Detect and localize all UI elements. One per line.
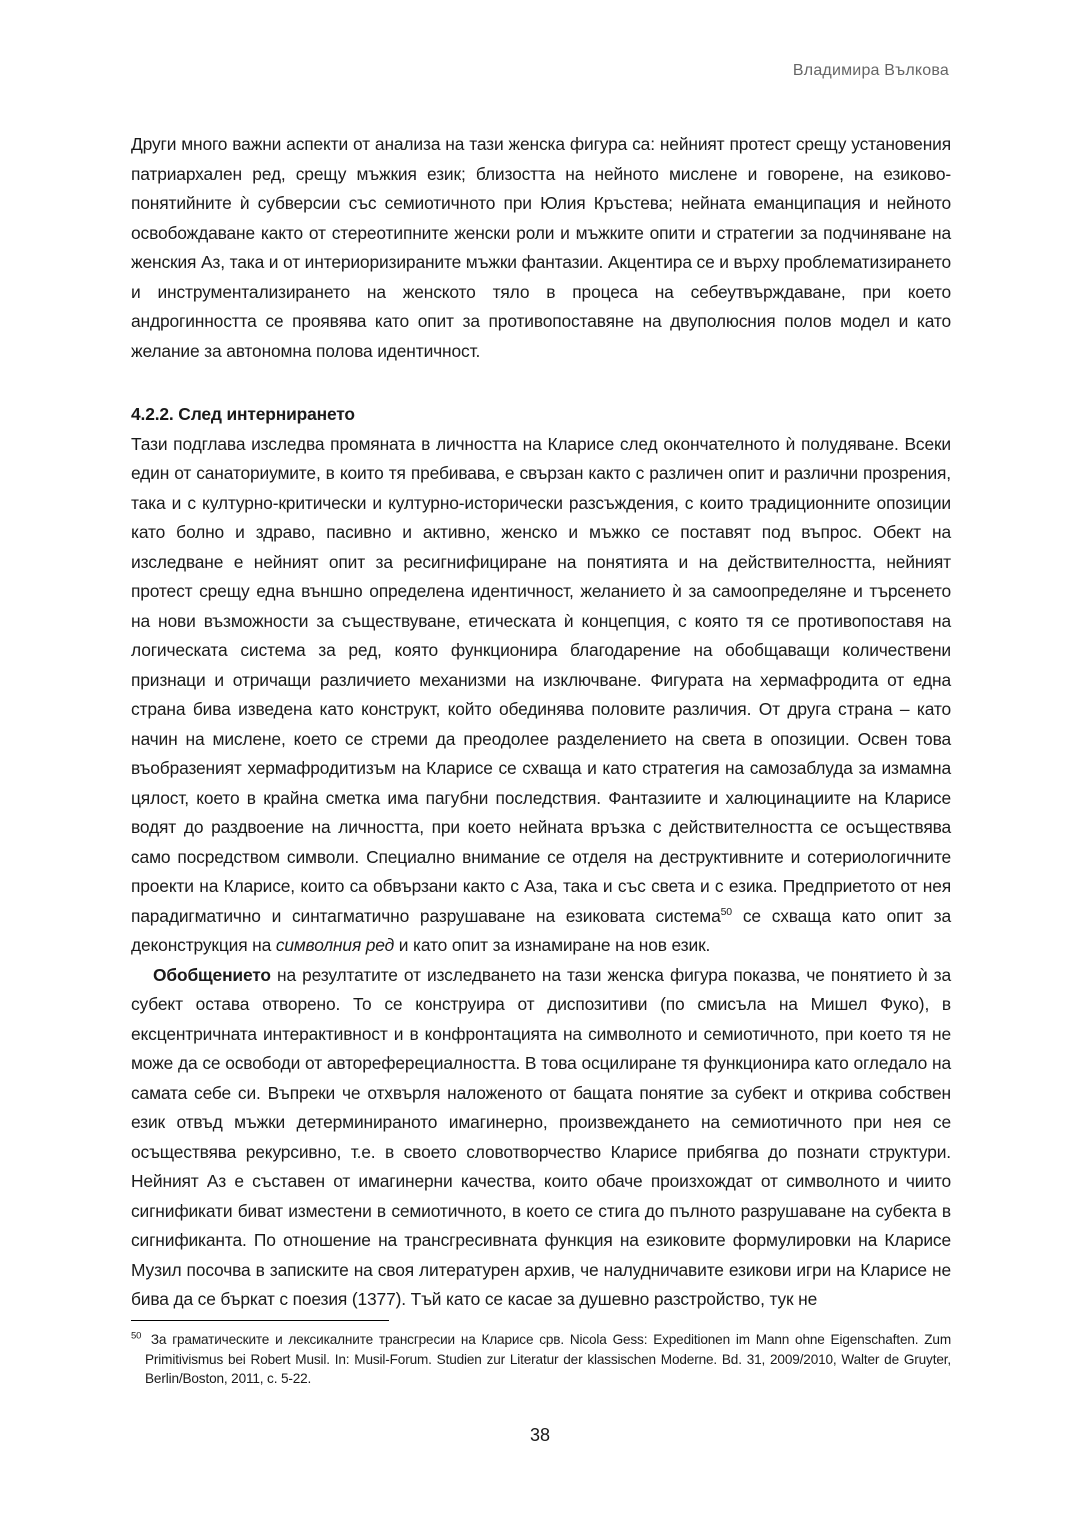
paragraph-text: и като опит за изнамиране на нов език. [394, 935, 711, 955]
emphasis-text: символния ред [275, 935, 395, 955]
running-header: Владимира Вълкова [792, 62, 949, 79]
main-text [131, 130, 951, 1315]
paragraph-text: се схваща като опит за деконструкция на [131, 905, 951, 955]
paragraph-summary [131, 961, 951, 1315]
footnote-separator [131, 1320, 389, 1321]
footnote-mark [131, 1330, 145, 1350]
section-heading: 4.2.2. След интернирането [131, 404, 355, 424]
bold-term: Обобщението [153, 964, 271, 985]
paragraph-aspects: Други много важни аспекти от анализа на тази женска фигура са: нейният протест срещу установения патриархален ред, срещу мъжкия език; близостта на нейното мислене и говорене, на езиково-понятийните ѝ субверсии със семиотичното при Юлия Кръстева; нейната еманципация и нейното освобождаване както от стереотипните женски роли и мъжките опити и стратегии за подчиняване на женския Аз, така и от интериоризираните мъжки фантазии. Акцентира се и върху проблематизирането и инструментализирането на женското тяло в процеса на себеутвърждаване, при което андрогинността се проявява като опит за противопоставяне на двуполюсния полов модел и като желание за автономна полова идентичност. [131, 134, 951, 361]
footnote-number: 50 [131, 1330, 142, 1342]
footnote-text: За граматическите и лексикалните трансгресии на Кларисе срв. Nicola Gess: Expeditionen im Mann ohne Eigenschaften. Zum Primitivismus bei Robert Musil. In: Musil-Forum. Studien zur Literatur der klassischen Moderne. Bd. 31, 2009/2010, Walter de Gruyter, Berlin/Boston, 2011, с. 5-22. [145, 1332, 951, 1387]
paragraph-after-internment [131, 430, 951, 961]
page-number: 38 [529, 1425, 551, 1445]
paragraph-text: Тази подглава изследва промяната в личността на Кларисе след окончателното ѝ полудяване. Всеки един от санаториумите, в които тя пребивава, е свързан както с различен опит и различни прозрения, така и с културно-критически и културно-исторически разсъждения, с които традиционните опозиции като болно и здраво, пасивно и активно, женско и мъжко се поставят под въпрос. Обект на изследване е нейният опит за ресигнифициране на понятията и на действителността, нейният протест срещу една външно определена идентичност, желанието ѝ за самоопределяне и търсенето на нови възможности за съществуване, етическата ѝ концепция, с която тя се противопоставя на логическата система за ред, която функционира благодарение на обобщаващи количествени признаци и отричащи различието механизми на изключване. Фигурата на хермафродита от една страна бива изведена като конструкт, който обединява половите различия. От друга страна – като начин на мислене, което се стреми да преодолее разделението на света в опозиции. Освен това въобразеният хермафродитизъм на Кларисе се схваща и като стратегия на самозаблуда за измамна цялост, което в крайна сметка има пагубни последствия. Фантазиите и халюцинациите на Кларисе водят до раздвоение на личността, при което нейната връзка с действителността се осъществява само посредством символи. Специално внимание се отделя на деструктивните и сотериологичните проекти на Кларисе, които са обвързани както с Аза, така и със света и с езика. Предприетото от нея парадигматично и синтагматично разрушаване на езиковата система [131, 433, 951, 926]
footnote-reference[interactable]: 50 [720, 905, 732, 918]
footnote [131, 1330, 951, 1389]
paragraph-text: на резултатите от изследването на тази женска фигура показва, че понятието ѝ за субект остава отворено. То се конструира от диспозитиви (по смисъла на Мишел Фуко), в ексцентричната интерактивност и в конфронтацията на символното и семиотичното, при което тя не може да се освободи от автореферециалността. В това осцилиране тя функционира като огледало на самата себе си. Въпреки че отхвърля наложеното от бащата понятие за субект и открива собствен език отвъд мъжки детерминираното имагинерно, произвеждането на семиотичното при нея се осъществява рекурсивно, т.е. в своето словотворчество Кларисе прибягва до познати структури. Нейният Аз е съставен от имагинерни качества, които обаче произхождат от символното и чиито сигнификати биват изместени в семиотичното, в което се стига до пълното разрушаване на субекта в сигнификанта. По отношение на трансгресивната функция на езиковите формулировки на Кларисе Музил посочва в записките на своя литературен архив, че налудничавите езикови игри на Кларисе не бива да се бъркат с поезия (1377). Тъй като се касае за душевно разстройство, тук не [131, 964, 951, 1309]
